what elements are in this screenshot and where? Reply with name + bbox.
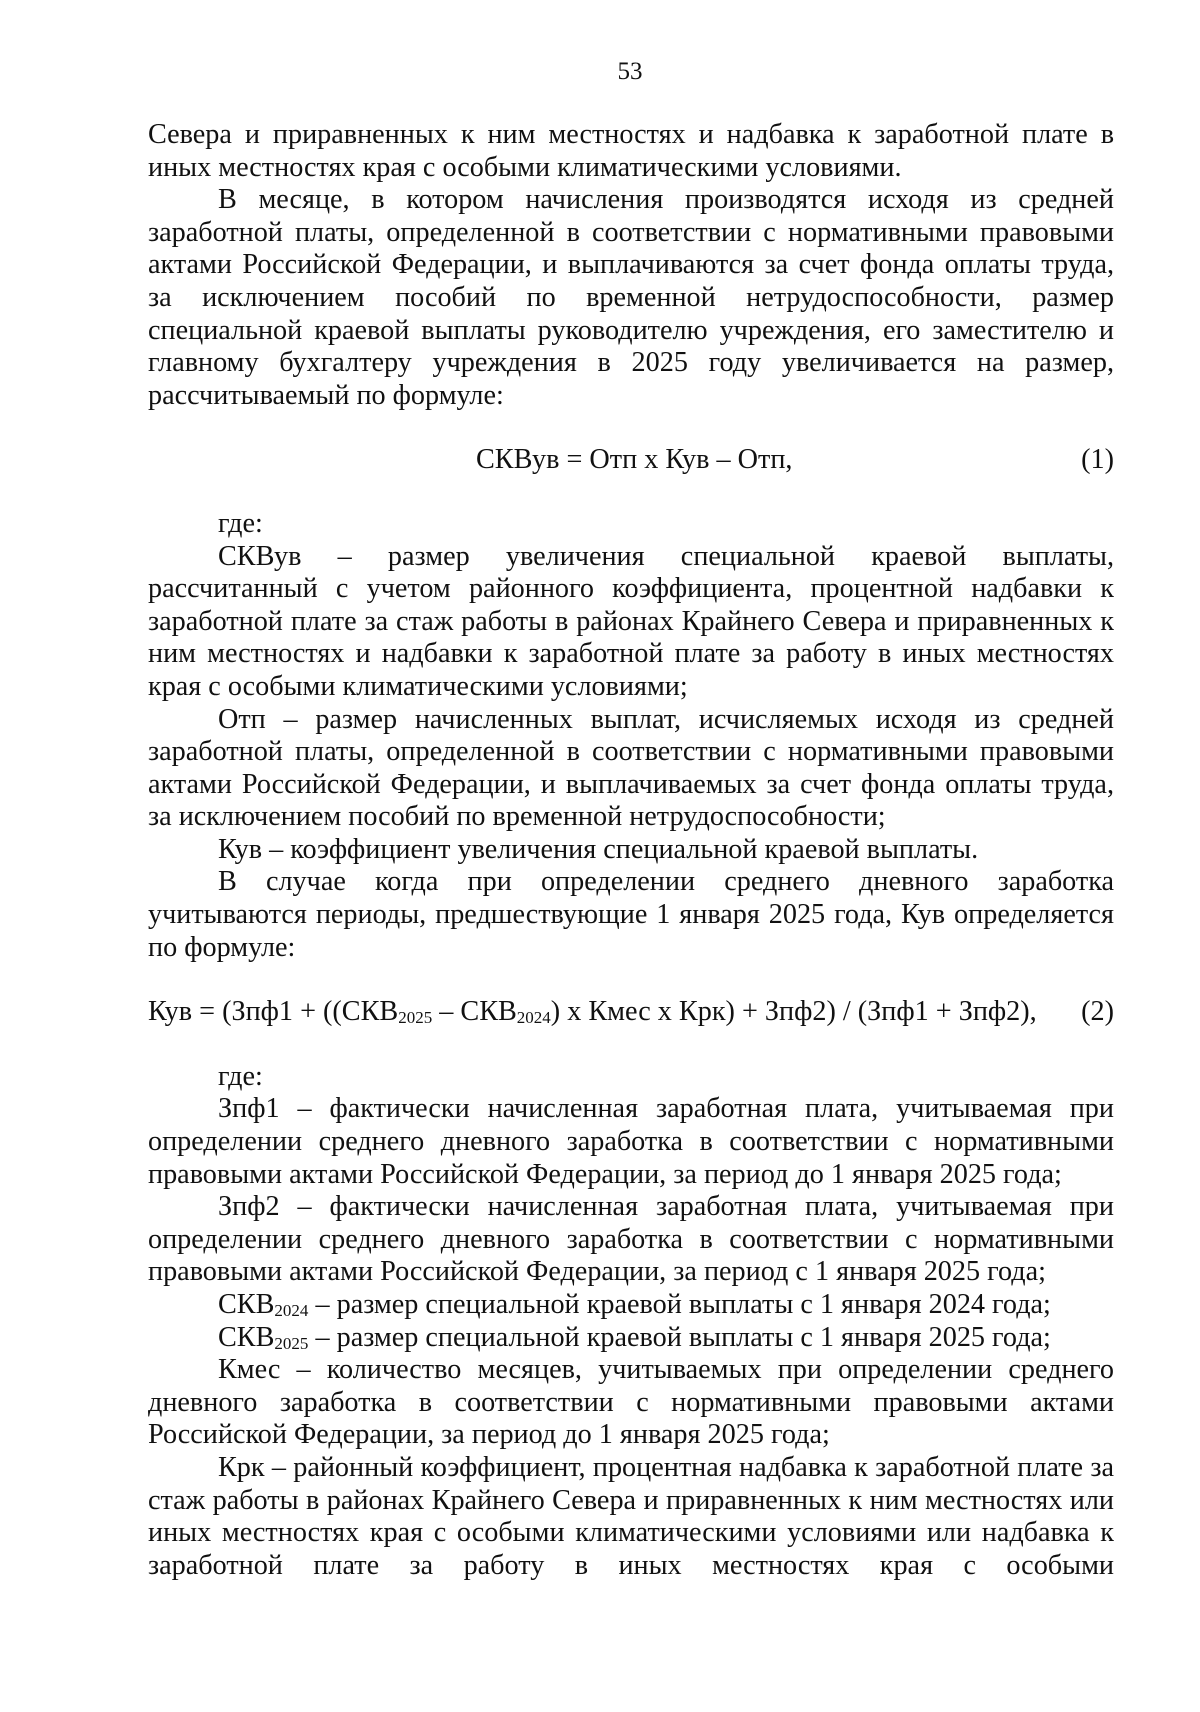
definition-skv2024 xyxy=(148,1289,1114,1322)
paragraph-continuation: Севера и приравненных к ним местностях и надбавка к заработной плате в иных местностях края с особыми климатическими условиями. xyxy=(148,119,1114,183)
formula-2-part2: – СКВ xyxy=(432,996,517,1028)
paragraph-case: В случае когда при определении среднего дневного заработка учитываются периоды, предшествующие 1 января 2025 года, Кув определяется по формуле: xyxy=(148,866,1114,963)
formula-1 xyxy=(148,444,1114,477)
definition-krk: Крк – районный коэффициент, процентная надбавка к заработной плате за стаж работы в районах Крайнего Севера и приравненных к ним местностях или иных местностях края с особыми климатическими условиями или надбавка к заработной плате за работу в иных местностях края с особыми xyxy=(148,1451,1114,1581)
definition-skv2025 xyxy=(148,1322,1114,1355)
skv2024-prefix: СКВ xyxy=(218,1289,275,1320)
skv2025-rest: – размер специальной краевой выплаты с 1 января 2025 года; xyxy=(308,1321,1051,1353)
where-label-1: где: xyxy=(218,507,263,539)
document-body xyxy=(148,119,1114,1582)
where-label-2: где: xyxy=(218,1060,263,1092)
formula-2-sub1: 2025 xyxy=(398,1008,433,1028)
skv2025-sub: 2025 xyxy=(274,1333,309,1353)
definition-skvuv: СКВув – размер увеличения специальной краевой выплаты, рассчитанный с учетом районного коэффициента, процентной надбавки к заработной плате за стаж работы в районах Крайнего Севера и приравненных к ним местностях и надбавки к заработной плате за работу в иных местностях края с особыми климатическими условиями; xyxy=(148,540,1114,702)
formula-1-number: (1) xyxy=(1081,444,1114,476)
formula-2-expression xyxy=(148,996,1037,1029)
skv2024-rest: – размер специальной краевой выплаты с 1 января 2024 года; xyxy=(308,1289,1051,1320)
skv2024-sub: 2024 xyxy=(274,1301,309,1320)
formula-2-number: (2) xyxy=(1081,996,1114,1028)
definition-kmes: Кмес – количество месяцев, учитываемых при определении среднего дневного заработка в соответствии с нормативными правовыми актами Российской Федерации, за период до 1 января 2025 года; xyxy=(148,1354,1114,1451)
paragraph-month-rule: В месяце, в котором начисления производятся исходя из средней заработной платы, определенной в соответствии с нормативными правовыми актами Российской Федерации, и выплачиваются за счет фонда оплаты труда, за исключением пособий по временной нетрудоспособности, размер специальной краевой выплаты руководителю учреждения, его заместителю и главному бухгалтеру учреждения в 2025 году увеличивается на размер, рассчитываемый по формуле: xyxy=(148,184,1114,411)
formula-2-part1: Кув = (Зпф1 + ((СКВ xyxy=(148,996,399,1028)
definition-zpf1: Зпф1 – фактически начисленная заработная плата, учитываемая при определении среднего дневного заработка в соответствии с нормативными правовыми актами Российской Федерации, за период до 1 января 2025 года; xyxy=(148,1093,1114,1190)
definition-otp: Отп – размер начисленных выплат, исчисляемых исходя из средней заработной платы, определенной в соответствии с нормативными правовыми актами Российской Федерации, и выплачиваемых за счет фонда оплаты труда, за исключением пособий по временной нетрудоспособности; xyxy=(148,703,1114,833)
formula-1-expression: СКВув = Отп х Кув – Отп, xyxy=(476,444,793,476)
definition-kuv: Кув – коэффициент увеличения специальной краевой выплаты. xyxy=(218,833,979,865)
page-number: 53 xyxy=(617,58,643,85)
formula-2-sub2: 2024 xyxy=(516,1008,551,1028)
skv2025-prefix: СКВ xyxy=(218,1321,275,1353)
formula-2-part3: ) х Кмес х Крк) + Зпф2) / (Зпф1 + Зпф2), xyxy=(550,996,1037,1028)
formula-2 xyxy=(148,996,1114,1029)
definition-zpf2: Зпф2 – фактически начисленная заработная плата, учитываемая при определении среднего дневного заработка в соответствии с нормативными правовыми актами Российской Федерации, за период с 1 января 2025 года; xyxy=(148,1191,1114,1288)
